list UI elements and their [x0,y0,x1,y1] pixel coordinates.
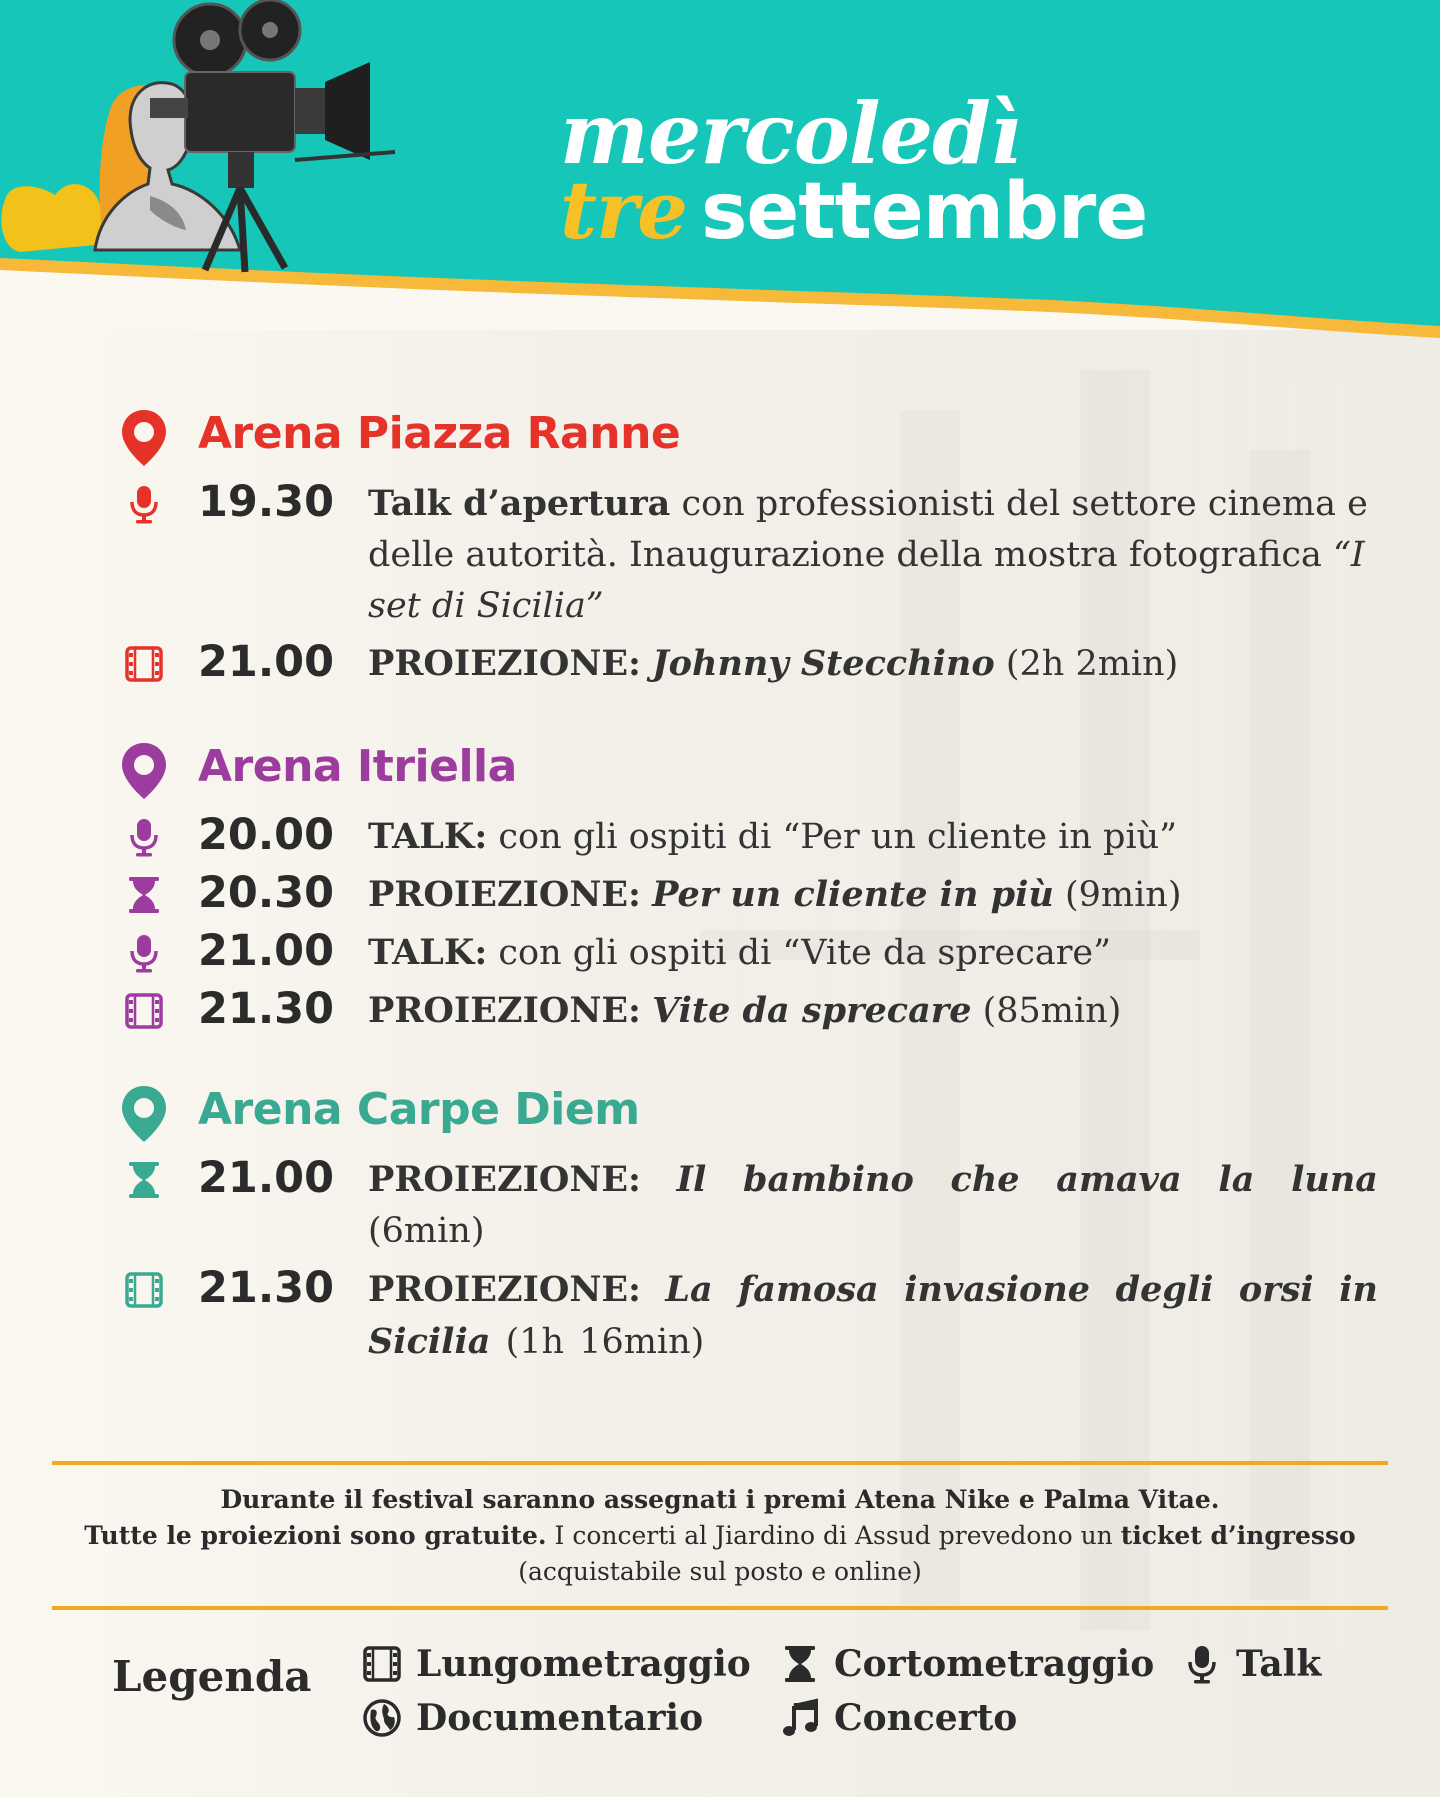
event-time: 20.00 [198,810,335,860]
film-title: Il bambino che amava la luna [676,1159,1378,1200]
event-description [368,1264,1378,1368]
film-title: Johnny Stecchino [652,643,995,684]
event-text: con gli ospiti di “Vite da sprecare” [498,933,1112,973]
cinema-camera-illustration [0,0,470,290]
event-description [368,927,1378,979]
note-line-1: Durante il festival saranno assegnati i premi Atena Nike e Palma Vitae. [220,1485,1220,1514]
legend-label: Lungometraggio [416,1643,751,1685]
event-text: con gli ospiti di “Per un cliente in più” [498,817,1178,857]
event-row [120,634,1270,694]
event-lead: PROIEZIONE: [368,1269,641,1310]
event-lead: Talk d’apertura [368,483,671,524]
note-concerts: I concerti al Jiardino di Assud prevedono un [546,1521,1121,1550]
event-lead: TALK: [368,932,488,973]
date-day: tre [560,163,687,257]
venue-header [120,404,1270,474]
venue-name: Arena Piazza Ranne [198,408,681,459]
legend-label: Documentario [416,1697,704,1739]
divider-bottom [52,1606,1388,1610]
film-duration: (85min) [982,991,1122,1031]
film-icon [124,644,164,684]
event-lead: PROIEZIONE: [368,874,641,915]
legend-item-concerto [780,1697,1017,1739]
event-row [120,923,1270,981]
event-row [120,981,1270,1039]
film-icon [362,1644,402,1684]
film-title: La famosa invasione degli orsi in Sicilia [368,1269,1378,1362]
film-title: Vite da sprecare [652,990,972,1031]
location-pin-icon [120,741,168,801]
venue-name: Arena Carpe Diem [198,1084,640,1135]
event-description [368,1154,1378,1257]
date-month: settembre [701,167,1148,257]
event-lead: PROIEZIONE: [368,643,641,684]
divider-top [52,1461,1388,1465]
date-weekday: mercoledì [560,84,1021,183]
mic-icon [124,933,164,973]
venue-name: Arena Itriella [198,741,517,792]
event-row [120,865,1270,923]
hourglass-icon [124,875,164,915]
event-description [368,478,1378,632]
legend-label: Concerto [834,1697,1018,1739]
event-time: 21.30 [198,1263,335,1313]
legend-item-talk [1182,1643,1321,1685]
event-quote: “I set di Sicilia” [368,535,1365,626]
event-description [368,985,1378,1037]
event-row [120,1260,1378,1370]
event-time: 21.00 [198,926,335,976]
event-time: 20.30 [198,868,335,918]
film-duration: (2h 2min) [1005,644,1179,684]
legend-label: Talk [1236,1643,1322,1685]
event-description [368,638,1378,690]
note-ticket: ticket d’ingresso [1120,1521,1356,1550]
hourglass-icon [780,1644,820,1684]
location-pin-icon [120,1084,168,1144]
legend-item-lungometraggio [362,1643,751,1685]
film-icon [124,1270,164,1310]
film-duration: (6min) [368,1211,485,1251]
mic-icon [124,817,164,857]
event-time: 19.30 [198,477,335,527]
film-duration: (9min) [1064,875,1182,915]
event-row [120,1150,1378,1260]
header-banner [0,0,1440,345]
event-lead: PROIEZIONE: [368,990,641,1031]
event-row [120,474,1368,634]
date-day-month [560,163,1148,257]
mic-icon [124,484,164,524]
location-pin-icon [120,408,168,468]
event-time: 21.30 [198,984,335,1034]
event-row [120,807,1270,865]
venue-header [120,1080,1270,1150]
film-duration: (1h 16min) [505,1322,705,1362]
event-lead: TALK: [368,816,488,857]
event-lead: PROIEZIONE: [368,1159,641,1200]
venue-header [120,737,1270,807]
note-line-3: (acquistabile sul posto e online) [518,1557,922,1586]
event-time: 21.00 [198,637,335,687]
event-time: 21.00 [198,1153,335,1203]
legend-item-cortometraggio [780,1643,1154,1685]
globe-icon [362,1698,402,1738]
hourglass-icon [124,1160,164,1200]
event-text: con professionisti del settore cinema e delle autorità. Inaugurazione della mostra fotografica [368,484,1368,575]
legend-label: Cortometraggio [834,1643,1155,1685]
legend-item-documentario [362,1697,703,1739]
music-note-icon [780,1698,820,1738]
legend-title: Legenda [112,1652,312,1701]
event-description [368,869,1378,921]
mic-icon [1182,1644,1222,1684]
event-description [368,811,1378,863]
note-free-screenings: Tutte le proiezioni sono gratuite. [84,1521,547,1550]
film-title: Per un cliente in più [652,874,1054,915]
festival-note [52,1482,1388,1590]
film-icon [124,991,164,1031]
